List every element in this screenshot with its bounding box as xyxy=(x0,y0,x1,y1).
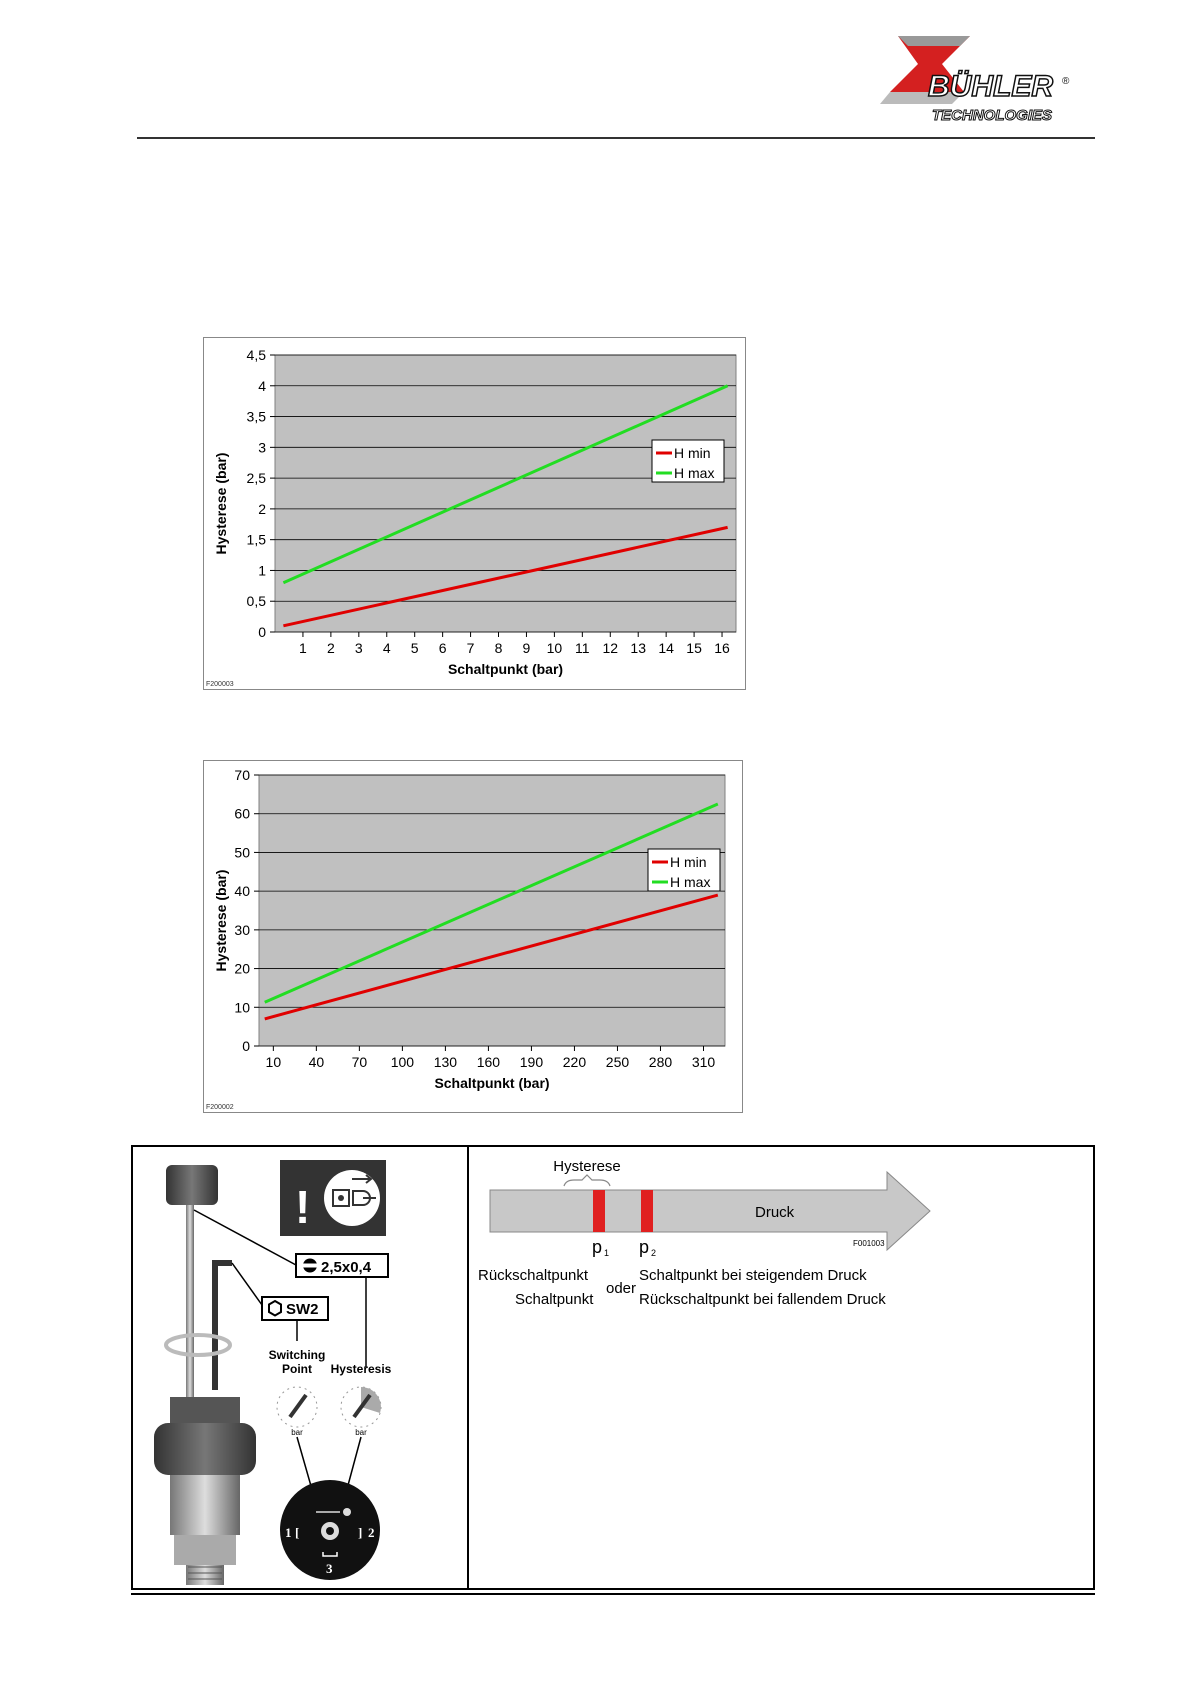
x-axis-title: Schaltpunkt (bar) xyxy=(434,1075,550,1091)
y-tick-label: 70 xyxy=(234,767,250,783)
position-3-label: 3 xyxy=(326,1561,333,1576)
left-text-2: Schaltpunkt xyxy=(515,1291,594,1308)
dial-unit-2: bar xyxy=(355,1428,367,1437)
x-tick-label: 14 xyxy=(658,640,674,656)
chart-code: F200003 xyxy=(206,681,234,688)
y-tick-label: 0 xyxy=(258,624,266,640)
x-tick-label: 220 xyxy=(562,1054,587,1070)
svg-text:!: ! xyxy=(295,1181,311,1233)
pressure-switch-illustration xyxy=(140,1155,460,1585)
y-tick-label: 40 xyxy=(234,883,250,900)
y-tick-label: 4 xyxy=(258,377,266,394)
x-tick-label: 190 xyxy=(519,1054,544,1070)
chart-hysteresis-high xyxy=(203,760,743,1113)
switching-point-label-2: Point xyxy=(282,1362,312,1376)
logo-subtext: TECHNOLOGIES xyxy=(932,107,1053,124)
adjustment-top-view-icon xyxy=(280,1480,380,1580)
y-tick-label: 1,5 xyxy=(246,531,266,548)
plot-area xyxy=(275,355,736,632)
switching-point-label-1: Switching xyxy=(268,1348,326,1362)
x-tick-label: 70 xyxy=(351,1054,368,1070)
switching-point-dial-icon xyxy=(277,1387,317,1437)
p1-label: p xyxy=(592,1237,603,1257)
x-tick-label: 11 xyxy=(575,640,590,656)
chart-hysteresis-low xyxy=(203,337,746,690)
x-tick-label: 9 xyxy=(522,640,531,656)
x-tick-label: 310 xyxy=(691,1054,716,1070)
hysteresis-diagram xyxy=(480,1150,1080,1310)
y-tick-label: 1 xyxy=(258,562,266,579)
p2-label: p xyxy=(639,1237,650,1257)
legend-label: H min xyxy=(670,854,707,870)
pressure-arrow-svg xyxy=(480,1150,1080,1260)
position-1-label: 1 xyxy=(285,1525,292,1540)
tool-size-text: 2,5x0,4 xyxy=(321,1259,372,1276)
rotation-arrow-icon xyxy=(166,1335,230,1355)
diagram-code: F001003 xyxy=(853,1239,885,1248)
x-tick-label: 3 xyxy=(354,640,363,656)
plot-area xyxy=(259,775,725,1046)
wrench-size-text: SW2 xyxy=(286,1301,319,1318)
hysteresis-dial-icon xyxy=(341,1387,381,1437)
y-tick-label: 2,5 xyxy=(246,470,266,487)
x-tick-label: 13 xyxy=(630,640,647,656)
x-tick-label: 10 xyxy=(546,640,563,656)
x-tick-label: 160 xyxy=(476,1054,501,1070)
y-tick-label: 0 xyxy=(242,1038,250,1054)
screwdriver-icon xyxy=(166,1165,218,1415)
y-tick-label: 4,5 xyxy=(246,347,266,363)
p2-subscript: 2 xyxy=(651,1248,657,1258)
x-tick-label: 4 xyxy=(382,640,391,656)
registered-mark: ® xyxy=(1062,76,1070,87)
y-tick-label: 3,5 xyxy=(246,408,266,425)
position-2-label: 2 xyxy=(368,1525,375,1540)
legend-label: H max xyxy=(670,874,711,890)
y-tick-label: 10 xyxy=(234,999,250,1016)
legend xyxy=(652,440,724,482)
p1-marker xyxy=(593,1190,605,1232)
x-tick-label: 130 xyxy=(433,1054,458,1070)
x-tick-label: 15 xyxy=(686,640,702,656)
x-tick-label: 280 xyxy=(648,1054,673,1070)
header-rule xyxy=(137,137,1095,139)
x-tick-label: 12 xyxy=(602,640,619,656)
x-tick-label: 7 xyxy=(466,640,475,656)
chart-svg-1 xyxy=(204,338,745,689)
x-axis-title: Schaltpunkt (bar) xyxy=(447,661,564,677)
y-tick-label: 50 xyxy=(234,844,250,861)
allen-key-icon xyxy=(215,1263,232,1390)
legend xyxy=(648,849,720,891)
disconnect-power-icon xyxy=(280,1160,386,1236)
right-text-2: Rückschaltpunkt bei fallendem Druck xyxy=(639,1291,886,1308)
legend-label: H max xyxy=(674,465,715,481)
bottom-rule xyxy=(131,1593,1095,1595)
illustration-svg xyxy=(140,1155,460,1585)
y-tick-label: 60 xyxy=(234,805,250,822)
dial-unit-1: bar xyxy=(291,1428,303,1437)
y-tick-label: 2 xyxy=(258,500,266,517)
right-text-1: Schaltpunkt bei steigendem Druck xyxy=(639,1267,867,1284)
left-text-1: Rückschaltpunkt xyxy=(478,1267,589,1284)
y-axis-title: Hysterese (bar) xyxy=(213,452,229,555)
x-tick-label: 40 xyxy=(308,1054,325,1070)
y-axis-title: Hysterese (bar) xyxy=(213,869,229,972)
y-tick-label: 3 xyxy=(258,439,266,456)
legend-label: H min xyxy=(674,445,711,461)
buehler-logo xyxy=(880,34,1090,130)
x-tick-label: 10 xyxy=(265,1054,282,1070)
logo-text: BÜHLER xyxy=(928,70,1053,103)
box-divider xyxy=(467,1145,469,1590)
hysteresis-label: Hysteresis xyxy=(330,1362,392,1376)
x-tick-label: 2 xyxy=(326,640,335,656)
y-tick-label: 20 xyxy=(234,960,250,977)
hysteresis-brace-icon xyxy=(564,1175,610,1186)
x-tick-label: 16 xyxy=(714,640,730,656)
y-tick-label: 0,5 xyxy=(246,593,266,610)
x-tick-label: 6 xyxy=(438,640,447,656)
p1-subscript: 1 xyxy=(604,1248,610,1258)
hysterese-label: Hysterese xyxy=(553,1158,621,1175)
p2-marker xyxy=(641,1190,653,1232)
y-tick-label: 30 xyxy=(234,921,250,938)
x-tick-label: 100 xyxy=(390,1054,415,1070)
device-body-icon xyxy=(154,1397,256,1585)
oder-text: oder xyxy=(606,1280,637,1297)
chart-svg-2 xyxy=(204,761,742,1112)
druck-label: Druck xyxy=(755,1204,795,1221)
x-tick-label: 250 xyxy=(605,1054,630,1070)
svg-text:[: [ xyxy=(295,1525,300,1540)
x-tick-label: 5 xyxy=(410,640,419,656)
logo-mark-icon xyxy=(880,34,1090,130)
x-tick-label: 1 xyxy=(299,640,307,656)
svg-text:]: ] xyxy=(358,1525,363,1540)
chart-code: F200002 xyxy=(206,1104,234,1111)
x-tick-label: 8 xyxy=(494,640,503,656)
